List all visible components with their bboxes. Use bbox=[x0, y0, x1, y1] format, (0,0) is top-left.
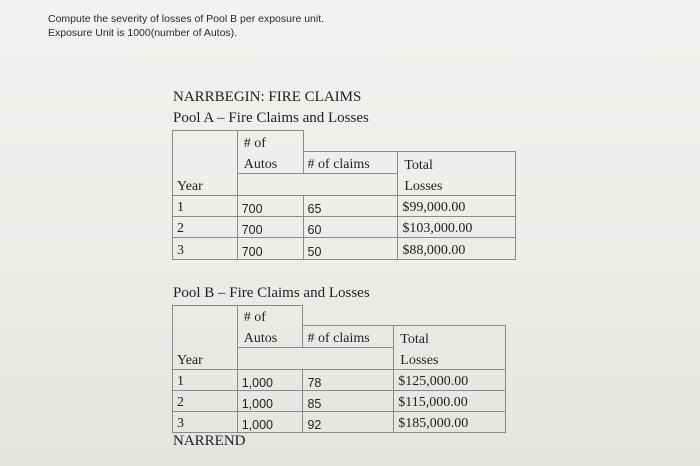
year-cell: 2 bbox=[173, 217, 238, 238]
autos-cell: 1,000 bbox=[237, 412, 303, 433]
pool-b-table bbox=[172, 305, 506, 433]
year-cell: 2 bbox=[173, 391, 238, 412]
header-cell-blank bbox=[303, 348, 394, 370]
losses-cell: $88,000.00 bbox=[398, 238, 516, 260]
pool-b-title: Pool B – Fire Claims and Losses bbox=[173, 285, 370, 301]
autos-cell: 700 bbox=[237, 196, 303, 217]
header-cell-empty bbox=[173, 131, 238, 152]
pool-a-table bbox=[172, 130, 516, 260]
question-line-2: Exposure Unit is 1000(number of Autos). bbox=[48, 26, 238, 39]
header-year: Year bbox=[173, 348, 238, 370]
claims-cell: 85 bbox=[303, 391, 394, 412]
header-autos-line2: Autos bbox=[237, 152, 303, 174]
header-cell-empty bbox=[173, 306, 238, 326]
header-cell-blank bbox=[237, 348, 303, 370]
question-text bbox=[48, 13, 324, 40]
autos-cell: 1,000 bbox=[237, 370, 303, 391]
header-losses-line2: Losses bbox=[398, 174, 516, 196]
header-year: Year bbox=[173, 174, 238, 196]
header-losses-line1: Total bbox=[394, 326, 506, 348]
header-claims: # of claims bbox=[303, 152, 398, 174]
header-autos-line1: # of bbox=[237, 306, 303, 326]
table-row bbox=[173, 196, 516, 217]
header-autos-line1: # of bbox=[237, 131, 303, 152]
header-autos-line2: Autos bbox=[237, 326, 303, 348]
losses-cell: $125,000.00 bbox=[394, 370, 506, 391]
autos-cell: 1,000 bbox=[237, 391, 303, 412]
year-cell: 3 bbox=[173, 412, 238, 433]
table-row bbox=[173, 412, 506, 433]
narr-end-label: NARREND bbox=[173, 433, 246, 449]
autos-cell: 700 bbox=[237, 217, 303, 238]
header-cell-empty bbox=[173, 326, 238, 348]
table-row bbox=[173, 238, 516, 260]
header-losses-line1: Total bbox=[398, 152, 516, 174]
header-claims: # of claims bbox=[303, 326, 394, 348]
claims-cell: 65 bbox=[303, 196, 398, 217]
header-losses-line2: Losses bbox=[394, 348, 506, 370]
table-row bbox=[173, 217, 516, 238]
question-line-1: Compute the severity of losses of Pool B per exposure unit. bbox=[48, 13, 325, 25]
header-cell-blank bbox=[398, 131, 516, 152]
narr-begin-heading: NARRBEGIN: FIRE CLAIMS bbox=[173, 89, 362, 105]
pool-a-title: Pool A – Fire Claims and Losses bbox=[173, 110, 369, 126]
year-cell: 1 bbox=[173, 196, 238, 217]
year-cell: 1 bbox=[173, 370, 238, 391]
header-cell-blank bbox=[237, 174, 303, 196]
header-cell-empty bbox=[173, 152, 238, 174]
losses-cell: $185,000.00 bbox=[394, 412, 506, 433]
claims-cell: 60 bbox=[303, 217, 398, 238]
losses-cell: $99,000.00 bbox=[398, 196, 516, 217]
year-cell: 3 bbox=[173, 238, 238, 260]
header-cell-blank bbox=[394, 306, 506, 326]
claims-cell: 78 bbox=[303, 370, 394, 391]
claims-cell: 92 bbox=[303, 412, 394, 433]
table-row bbox=[173, 370, 506, 391]
losses-cell: $115,000.00 bbox=[394, 391, 506, 412]
header-cell-blank bbox=[303, 131, 398, 152]
losses-cell: $103,000.00 bbox=[398, 217, 516, 238]
header-cell-blank bbox=[303, 174, 398, 196]
claims-cell: 50 bbox=[303, 238, 398, 260]
autos-cell: 700 bbox=[237, 238, 303, 260]
header-cell-blank bbox=[303, 306, 394, 326]
table-row bbox=[173, 391, 506, 412]
